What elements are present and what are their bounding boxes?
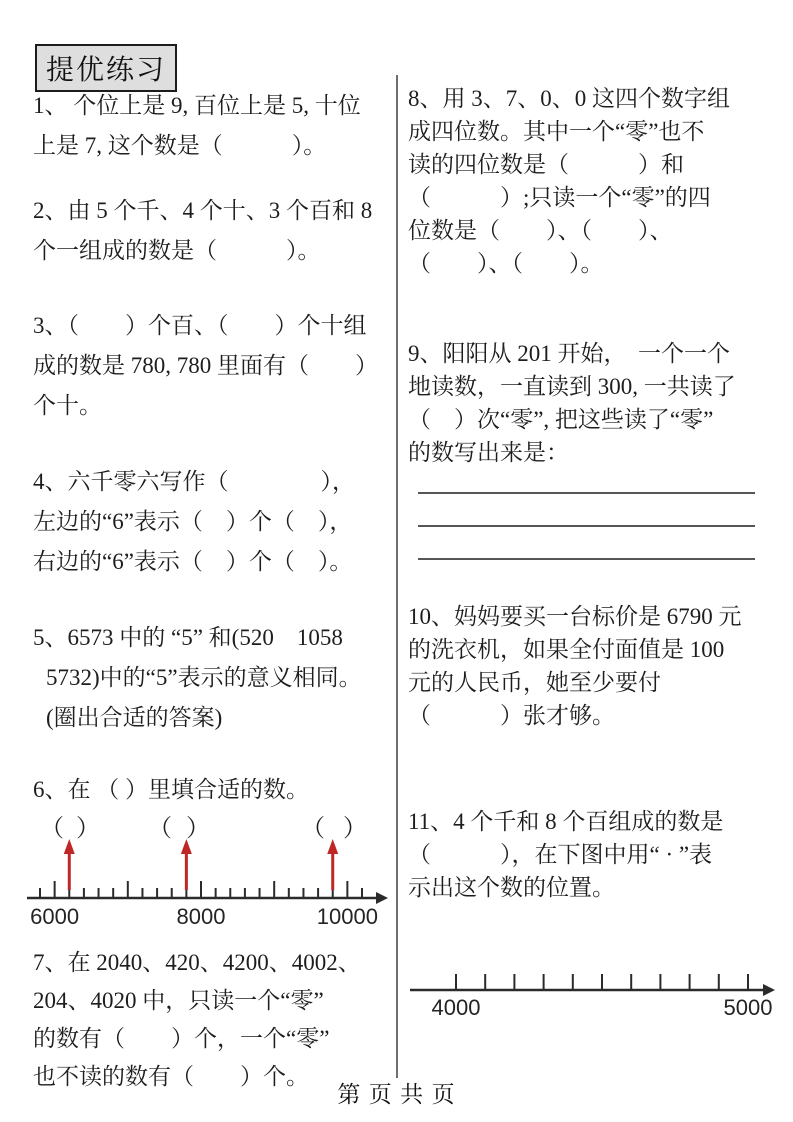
question-text-line: 读的四位数是（ ）和 — [408, 152, 684, 177]
question-text-line: （ ），在下图中用“ · ”表 — [408, 842, 713, 867]
question-text-line: 个一组成的数是（ ）。 — [33, 238, 321, 263]
question-text-line: 5、6573 中的 “5” 和(520 1058 — [33, 625, 343, 650]
question-7 — [33, 944, 393, 1096]
question-text-line: 上是 7, 这个数是（ ）。 — [33, 133, 327, 158]
question-text-line: （ ）张才够。 — [408, 703, 615, 728]
question-text-line: 2、由 5 个千、4 个十、3 个百和 8 — [33, 198, 373, 223]
question-text-line: 成的数是 780, 780 里面有（ ） — [33, 353, 378, 378]
question-text-line: 9、阳阳从 201 开始， 一个一个 — [408, 341, 730, 366]
question-5 — [33, 618, 393, 738]
paren-open: （ — [301, 816, 325, 842]
question-10 — [408, 600, 783, 732]
question-text-line: 6、在 （ ）里填合适的数。 — [33, 777, 309, 802]
page-footer: 第 页 共 页 — [337, 1081, 456, 1107]
question-text-line: 204、4020 中，只读一个“零” — [33, 988, 324, 1013]
paren-open: （ — [40, 816, 64, 842]
question-text-line: 成四位数。其中一个“零”也不 — [408, 119, 705, 144]
paren-close: ） — [343, 816, 367, 842]
question-text-line: 4、六千零六写作（ ）， — [33, 469, 355, 494]
answer-blank-line — [418, 492, 755, 494]
question-9 — [408, 337, 783, 469]
answer-blank-line — [418, 558, 755, 560]
question-1 — [33, 86, 393, 166]
number-line-6000-10000 — [25, 836, 393, 936]
arrow-head — [327, 839, 338, 854]
question-text-line: 的数有（ ）个，一个“零” — [33, 1026, 330, 1051]
question-4 — [33, 462, 393, 582]
question-text-line: 地读数，一直读到 300, 一共读了 — [408, 374, 736, 399]
question-text-line: （ ）;只读一个“零”的四 — [408, 185, 711, 210]
question-text-line: 右边的“6”表示（ ）个（ ）。 — [33, 549, 353, 574]
question-text-line: 10、妈妈要买一台标价是 6790 元 — [408, 604, 742, 629]
question-text-line: 5732)中的“5”表示的意义相同。 — [46, 665, 362, 690]
axis-label: 6000 — [30, 904, 80, 929]
question-text-line: 位数是（ ）、（ ）、 — [408, 218, 673, 243]
arrow-head — [64, 839, 75, 854]
number-line-4000-5000 — [408, 955, 793, 1025]
paren-close: ） — [186, 816, 210, 842]
question-text-line: 11、4 个千和 8 个百组成的数是 — [408, 809, 724, 834]
axis-label: 5000 — [723, 995, 773, 1020]
question-text-line: 也不读的数有（ ）个。 — [33, 1064, 309, 1089]
question-text-line: （ ）次“零”, 把这些读了“零” — [408, 407, 714, 432]
red-up-arrow-icon — [327, 839, 338, 890]
question-text-line: (圈出合适的答案) — [46, 705, 223, 730]
question-11 — [408, 805, 783, 904]
axis-arrowhead-icon — [376, 892, 388, 904]
column-divider — [396, 75, 398, 1078]
answer-blank-line — [418, 525, 755, 527]
question-2 — [33, 191, 393, 271]
question-text-line: 3、（ ）个百、（ ）个十组 — [33, 313, 367, 338]
question-text-line: 7、在 2040、420、4200、4002、 — [33, 950, 361, 975]
question-3 — [33, 306, 393, 426]
question-text-line: 8、用 3、7、0、0 这四个数字组 — [408, 86, 730, 111]
question-8 — [408, 82, 783, 280]
axis-label: 10000 — [316, 904, 378, 929]
paren-open: （ — [148, 816, 172, 842]
question-6 — [33, 770, 393, 810]
question-text-line: 示出这个数的位置。 — [408, 875, 615, 900]
question-text-line: 的数写出来是： — [408, 440, 569, 465]
page-title: 提优练习 — [35, 44, 177, 92]
red-up-arrow-icon — [181, 839, 192, 890]
question-text-line: 个十。 — [33, 393, 102, 418]
axis-label: 8000 — [176, 904, 226, 929]
axis-label: 4000 — [431, 995, 481, 1020]
question-text-line: （ ）、（ ）。 — [408, 251, 604, 276]
arrow-head — [181, 839, 192, 854]
red-up-arrow-icon — [64, 839, 75, 890]
question-text-line: 的洗衣机，如果全付面值是 100 — [408, 637, 725, 662]
paren-close: ） — [76, 816, 100, 842]
question-text-line: 1、 个位上是 9, 百位上是 5, 十位 — [33, 93, 361, 118]
question-text-line: 左边的“6”表示（ ）个（ ）， — [33, 509, 353, 534]
question-text-line: 元的人民币，她至少要付 — [408, 670, 661, 695]
